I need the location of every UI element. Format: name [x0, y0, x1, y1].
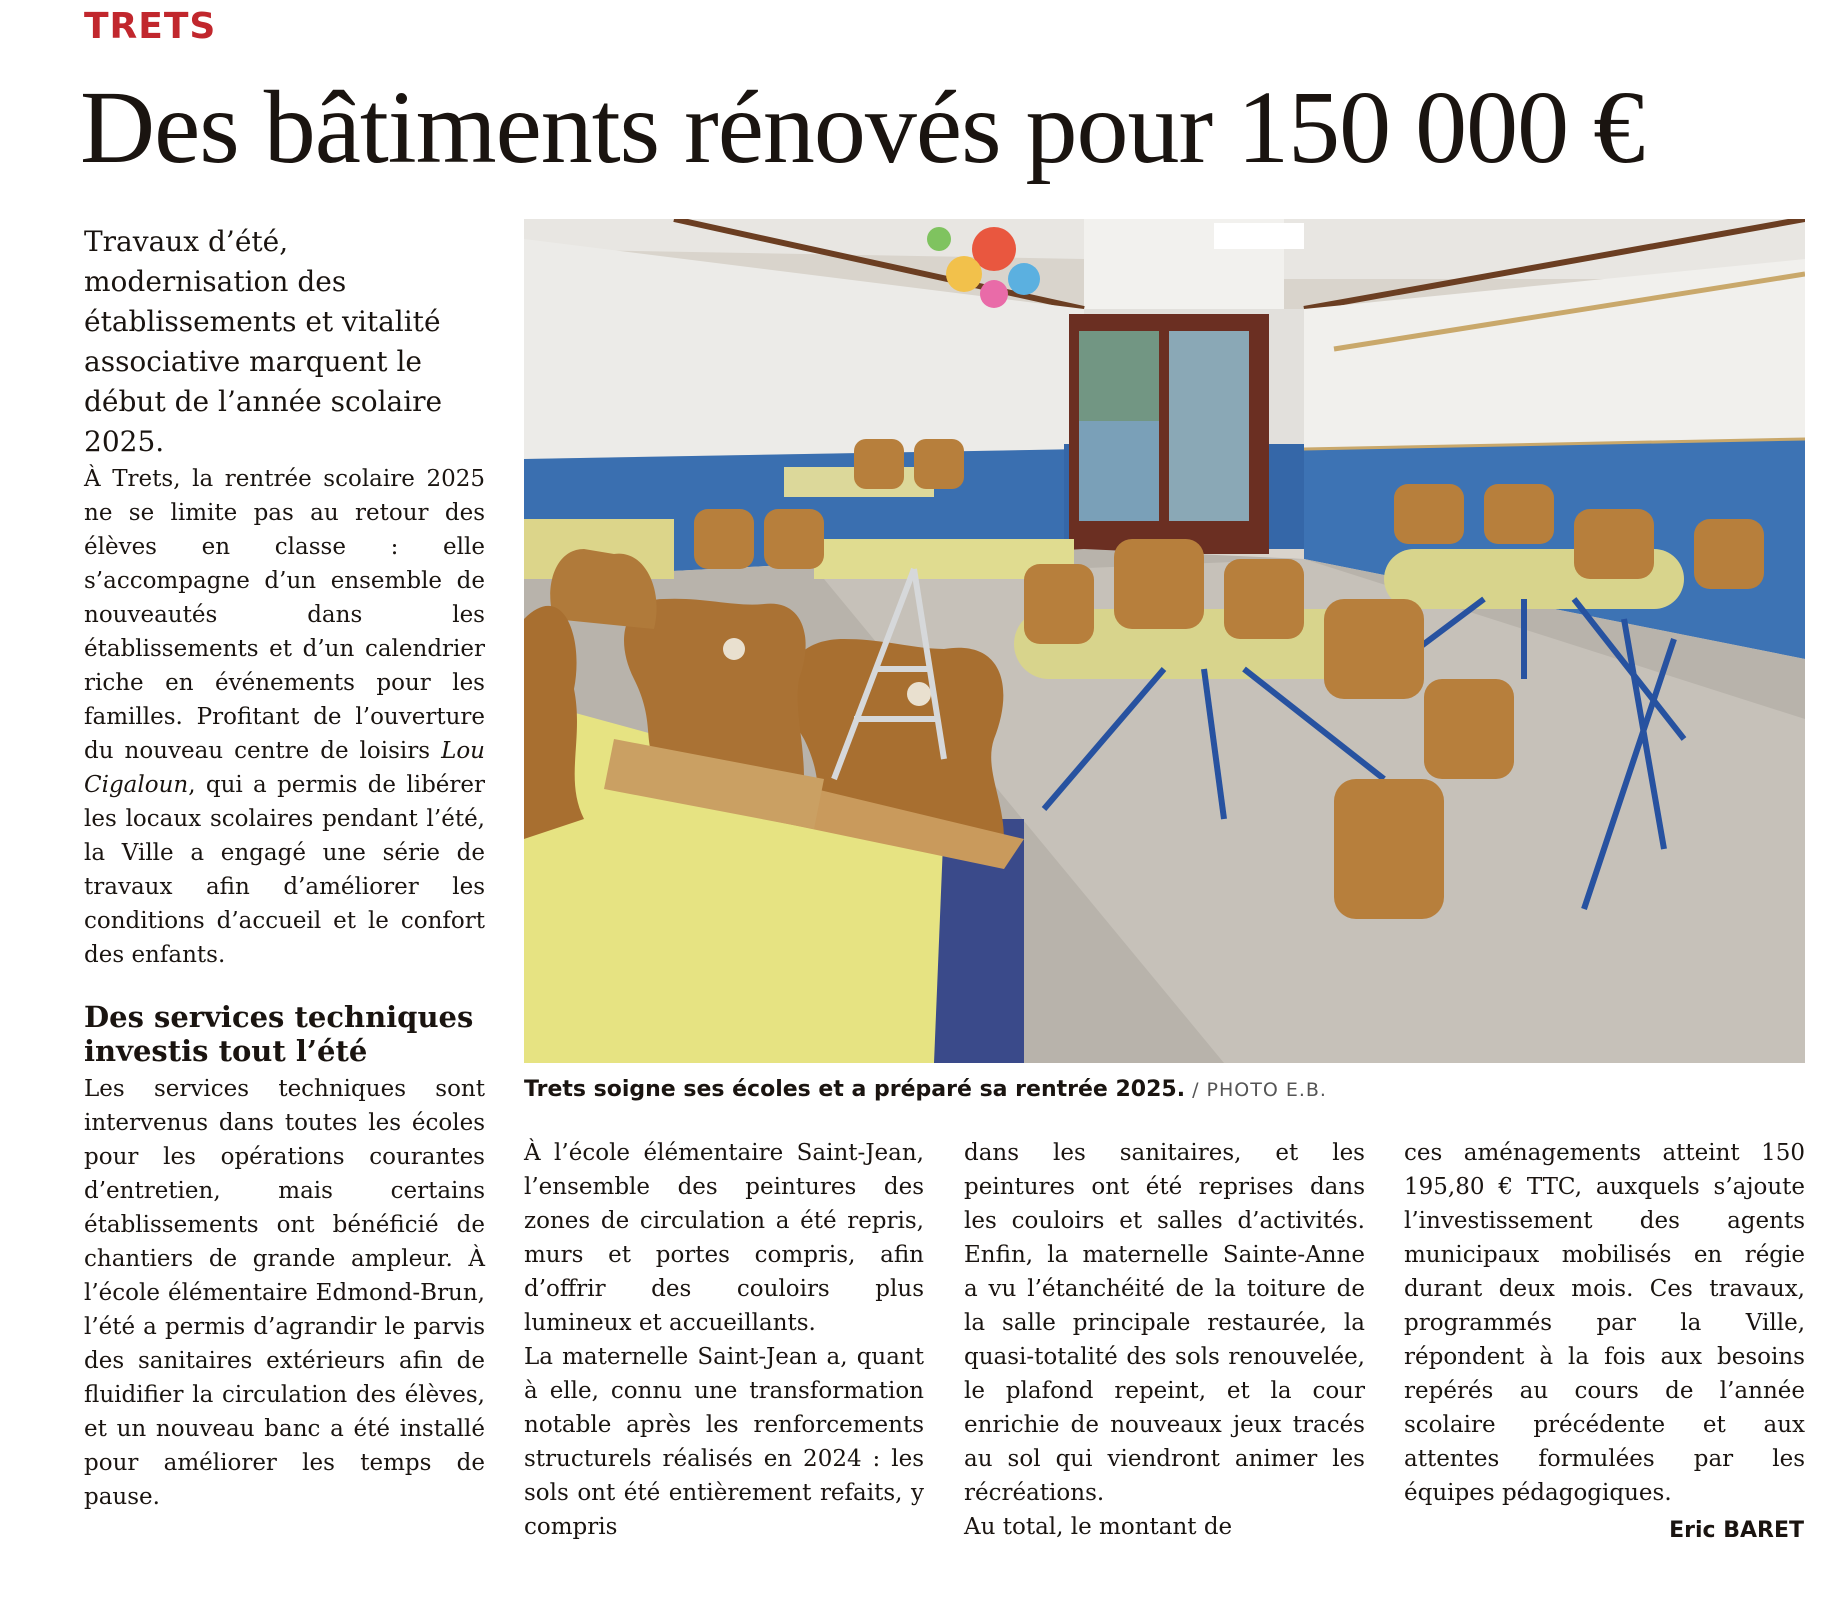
column-3 [964, 1136, 1365, 1544]
intro-italic-name: Lou Cigaloun [84, 738, 485, 798]
intro-paragraph [84, 462, 485, 972]
column-4 [1404, 1136, 1805, 1510]
col2-paragraph-1: À l’école élémentaire Saint-Jean, l’ensemble des peintures des zones de circulation a été repris, murs et portes compris, afin d’offrir des couloirs plus lumineux et accueillants. [524, 1140, 924, 1336]
photo-caption [524, 1075, 1805, 1105]
col4-paragraph-1: ces aménagements atteint 150 195,80 € TTC, auxquels s’ajoute l’investissement des agents municipaux mobilisés en régie durant deux mois. Ces travaux, programmés par la Ville, répondent à la fois aux besoins repérés au cours de l’année scolaire précédente et aux attentes formulées par les équipes pédagogiques. [1404, 1140, 1805, 1506]
column-1-body [84, 1072, 485, 1514]
section-kicker: TRETS [84, 6, 217, 47]
column-2 [524, 1136, 924, 1544]
col2-paragraph-2: La maternelle Saint-Jean a, quant à elle, connu une transformation notable après les renforcements structurels réalisés en 2024 : les sols ont été entièrement refaits, y compris [524, 1344, 924, 1540]
intro-text-a: À Trets, la rentrée scolaire 2025 ne se limite pas au retour des élèves en classe : elle s’accompagne d’un ensemble de nouveautés dans les établissements et d’un calendrier riche en événements pour les familles. Profitant de l’ouverture du nouveau centre de loisirs [84, 466, 485, 764]
article-photo [524, 219, 1805, 1063]
intro-text-b: , qui a permis de libérer les locaux scolaires pendant l’été, la Ville a engagé une série de travaux afin d’améliorer les conditions d’accueil et le confort des enfants. [84, 772, 485, 968]
article-standfirst [84, 222, 494, 462]
standfirst-text: Travaux d’été, modernisation des établissements et vitalité associative marquent le début de l’année scolaire 2025. [84, 225, 443, 458]
col3-paragraph-1: dans les sanitaires, et les peintures ont été reprises dans les couloirs et salles d’activités. Enfin, la maternelle Sainte-Anne a vu l’étanchéité de la toiture de la salle principale restaurée, la quasi-totalité des sols renouvelée, le plafond repeint, et la cour enrichie de nouveaux jeux tracés au sol qui viendront animer les récréations. [964, 1140, 1365, 1506]
article-headline: Des bâtiments rénovés pour 150 000 € [80, 70, 1645, 185]
col3-paragraph-2: Au total, le montant de [964, 1514, 1233, 1540]
classroom-photo-illustration [524, 219, 1805, 1063]
col1-paragraph: Les services techniques sont intervenus dans toutes les écoles pour les opérations courantes d’entretien, mais certains établissements ont bénéficié de chantiers de grande ampleur. À l’école élémentaire Edmond-Brun, l’été a permis d’agrandir le parvis des sanitaires extérieurs afin de fluidifier la circulation des élèves, et un nouveau banc a été installé pour améliorer les temps de pause. [84, 1076, 485, 1510]
article-subhead: Des services techniques investis tout l’été [84, 1000, 474, 1068]
intro-column [84, 462, 485, 972]
photo-credit: / PHOTO E.B. [1192, 1079, 1327, 1101]
author-signature: Eric BARET [1669, 1518, 1804, 1543]
caption-text: Trets soigne ses écoles et a préparé sa rentrée 2025. [524, 1077, 1186, 1102]
